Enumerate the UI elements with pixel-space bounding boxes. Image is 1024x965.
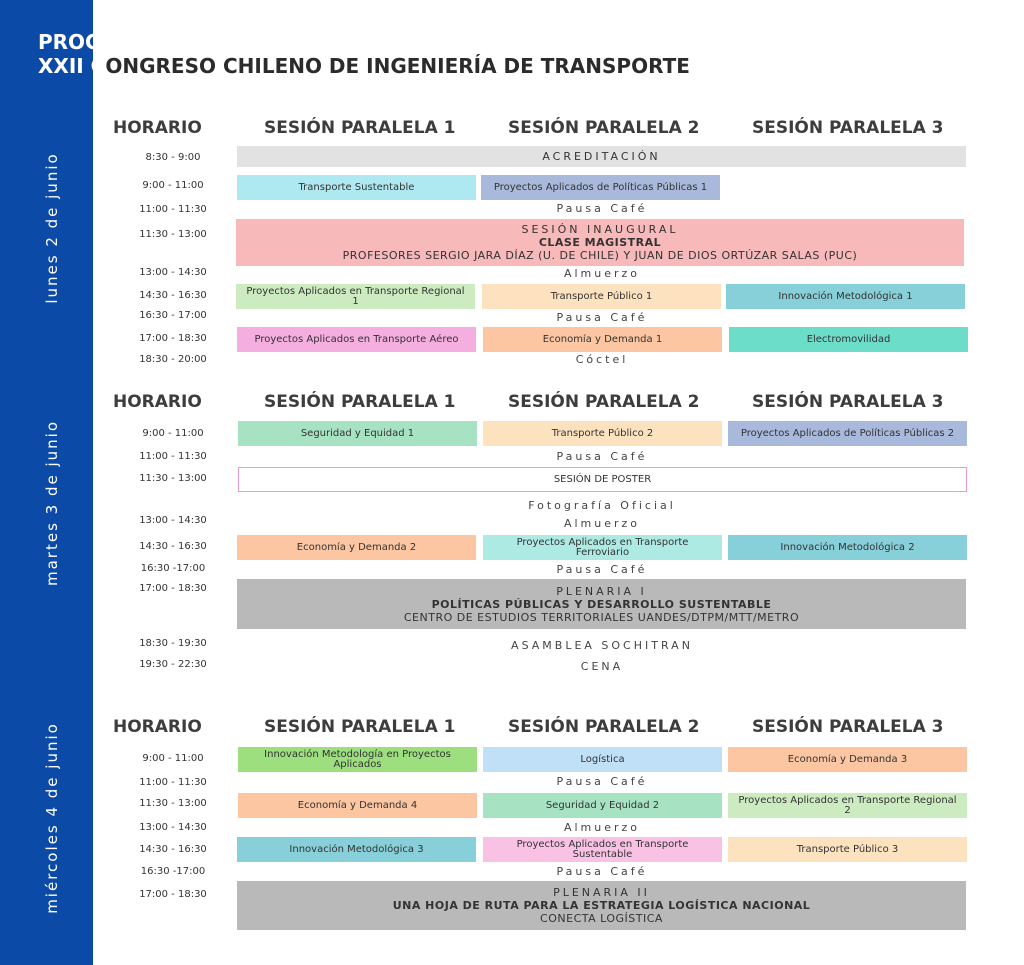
dinner-label: CENA: [580, 660, 624, 673]
header-session-2: SESIÓN PARALELA 2: [508, 118, 700, 138]
session-block: Seguridad y Equidad 2: [483, 793, 722, 818]
session-block: Economía y Demanda 1: [483, 327, 722, 352]
time-slot: 11:30 - 13:00: [139, 798, 207, 809]
session-block: Proyectos Aplicados en Transporte Regional 1: [236, 284, 475, 309]
congress-title-part1: XXII C: [38, 54, 106, 78]
pause-label: Pausa Café: [556, 202, 648, 215]
header-horario: HORARIO: [113, 118, 202, 138]
header-session-1: SESIÓN PARALELA 1: [264, 717, 456, 737]
time-slot: 13:00 - 14:30: [139, 515, 207, 526]
header-session-3: SESIÓN PARALELA 3: [752, 717, 944, 737]
header-session-3: SESIÓN PARALELA 3: [752, 118, 944, 138]
session-block: Proyectos Aplicados en Transporte Ferroviario: [483, 535, 722, 560]
plenary-1-line-1: PLENARIA I: [556, 584, 647, 598]
session-block: Proyectos Aplicados en Transporte Sustentable: [483, 837, 722, 862]
time-slot: 11:00 - 11:30: [139, 451, 207, 462]
acreditacion-bar: ACREDITACIÓN: [237, 146, 966, 167]
lunch-label: Almuerzo: [563, 821, 641, 834]
time-slot: 11:30 - 13:00: [139, 229, 207, 240]
session-block: Innovación Metodología en Proyectos Aplicados: [238, 747, 477, 772]
session-block: Economía y Demanda 4: [238, 793, 477, 818]
congress-title-part2: ONGRESO CHILENO DE INGENIERÍA DE TRANSPORTE: [105, 54, 690, 78]
session-block: Transporte Público 3: [728, 837, 967, 862]
lunch-label: Almuerzo: [563, 517, 641, 530]
time-slot: 14:30 - 16:30: [139, 541, 207, 552]
session-block: Logística: [483, 747, 722, 772]
plenary-1-block: [237, 579, 966, 629]
pause-label: Pausa Café: [556, 563, 648, 576]
time-slot: 11:30 - 13:00: [139, 473, 207, 484]
time-slot: 19:30 - 22:30: [139, 659, 207, 670]
poster-session-block: SESIÓN DE POSTER: [238, 467, 967, 492]
time-slot: 16:30 - 17:00: [139, 310, 207, 321]
header-horario: HORARIO: [113, 392, 202, 412]
inaugural-line-3: PROFESORES SERGIO JARA DÍAZ (U. DE CHILE) Y JUAN DE DIOS ORTÚZAR SALAS (PUC): [342, 249, 858, 262]
time-slot: 18:30 - 20:00: [139, 354, 207, 365]
session-block: Transporte Público 1: [482, 284, 721, 309]
time-slot: 16:30 -17:00: [140, 563, 206, 574]
inaugural-session-block: [236, 219, 964, 266]
time-slot: 18:30 - 19:30: [139, 638, 207, 649]
time-slot: 13:00 - 14:30: [139, 267, 207, 278]
time-slot: 11:00 - 11:30: [139, 777, 207, 788]
inaugural-line-1: SESIÓN INAUGURAL: [521, 223, 679, 236]
time-slot: 8:30 - 9:00: [145, 152, 201, 163]
plenary-2-line-3: CONECTA LOGÍSTICA: [540, 912, 663, 925]
session-block: Innovación Metodológica 1: [726, 284, 965, 309]
session-block: Proyectos Aplicados en Transporte Aéreo: [237, 327, 476, 352]
time-slot: 13:00 - 14:30: [139, 822, 207, 833]
pause-label: Pausa Café: [556, 865, 648, 878]
pause-label: Pausa Café: [556, 775, 648, 788]
time-slot: 14:30 - 16:30: [139, 844, 207, 855]
session-block: Proyectos Aplicados de Políticas Públicas 1: [481, 175, 720, 200]
header-session-3: SESIÓN PARALELA 3: [752, 392, 944, 412]
header-horario: HORARIO: [113, 717, 202, 737]
time-slot: 17:00 - 18:30: [139, 333, 207, 344]
session-block: Proyectos Aplicados en Transporte Regional 2: [728, 793, 967, 818]
assembly-label: ASAMBLEA SOCHITRAN: [511, 639, 693, 652]
lunch-label: Almuerzo: [563, 267, 641, 280]
plenary-2-block: [237, 881, 966, 930]
header-session-1: SESIÓN PARALELA 1: [264, 118, 456, 138]
session-block: Seguridad y Equidad 1: [238, 421, 477, 446]
time-slot: 11:00 - 11:30: [139, 204, 207, 215]
pause-label: Pausa Café: [556, 311, 648, 324]
session-block: Transporte Público 2: [483, 421, 722, 446]
time-slot: 16:30 -17:00: [140, 866, 206, 877]
time-slot: 17:00 - 18:30: [139, 583, 207, 594]
inaugural-line-2: CLASE MAGISTRAL: [538, 236, 662, 249]
header-session-2: SESIÓN PARALELA 2: [508, 392, 700, 412]
time-slot: 9:00 - 11:00: [142, 428, 204, 439]
time-slot: 9:00 - 11:00: [142, 753, 204, 764]
session-block: Economía y Demanda 3: [728, 747, 967, 772]
plenary-2-line-1: PLENARIA II: [553, 886, 650, 899]
time-slot: 17:00 - 18:30: [139, 889, 207, 900]
session-block: Transporte Sustentable: [237, 175, 476, 200]
cocktail-label: Cóctel: [575, 353, 629, 366]
photo-label: Fotografía Oficial: [528, 499, 676, 512]
session-block: Proyectos Aplicados de Políticas Públicas 2: [728, 421, 967, 446]
plenary-1-line-3: CENTRO DE ESTUDIOS TERRITORIALES UANDES/DTPM/MTT/METRO: [403, 610, 800, 624]
time-slot: 9:00 - 11:00: [142, 180, 204, 191]
program-title: PROGRAMA: [38, 30, 168, 54]
session-block: Economía y Demanda 2: [237, 535, 476, 560]
pause-label: Pausa Café: [556, 450, 648, 463]
session-block: Innovación Metodológica 3: [237, 837, 476, 862]
congress-title: [38, 54, 690, 78]
plenary-1-line-2: POLÍTICAS PÚBLICAS Y DESARROLLO SUSTENTABLE: [431, 597, 772, 611]
plenary-2-line-2: UNA HOJA DE RUTA PARA LA ESTRATEGIA LOGÍSTICA NACIONAL: [392, 899, 811, 912]
session-block: Innovación Metodológica 2: [728, 535, 967, 560]
header-session-1: SESIÓN PARALELA 1: [264, 392, 456, 412]
header-session-2: SESIÓN PARALELA 2: [508, 717, 700, 737]
session-block: Electromovilidad: [729, 327, 968, 352]
time-slot: 14:30 - 16:30: [139, 290, 207, 301]
